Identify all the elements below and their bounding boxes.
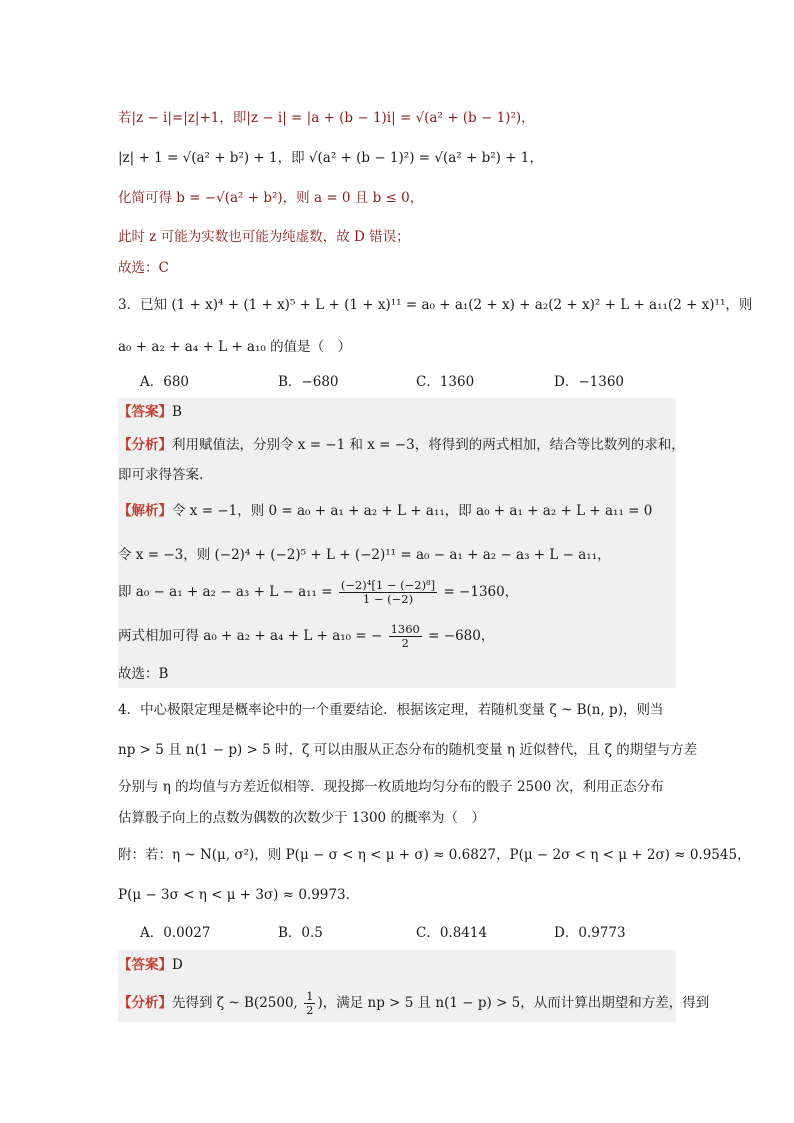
prev-line-2: |z| + 1 = √(a² + b²) + 1，即 √(a² + (b − 1)²) = √(a² + b²) + 1，	[118, 150, 543, 166]
sol4-numerator: 1360	[390, 622, 420, 636]
answer-value: B	[172, 404, 182, 420]
q3-answer	[118, 402, 182, 422]
sol4-denominator: 2	[401, 636, 409, 650]
q4-analysis-fraction	[304, 990, 315, 1017]
sol4-post: = −680，	[428, 628, 495, 644]
q3-solution-4	[118, 622, 494, 650]
q4-option-c: C．0.8414	[416, 925, 488, 941]
sol3-post: = −1360，	[443, 584, 519, 600]
q4-option-a: A．0.0027	[140, 925, 211, 941]
q4-stem-2: np > 5 且 n(1 − p) > 5 时，ζ 可以由服从正态分布的随机变量 η 近似替代，且 ζ 的期望与方差	[118, 742, 698, 758]
q4-analysis	[118, 987, 709, 1019]
q4-option-d: D．0.9773	[554, 925, 626, 941]
q3-analysis-1	[118, 435, 685, 455]
q4-stem-1: 4．中心极限定理是概率论中的一个重要结论．根据该定理，若随机变量 ζ ~ B(n, p)，则当	[118, 702, 664, 718]
q4-note-2: P(μ − 3σ < η < μ + 3σ) ≈ 0.9973．	[118, 887, 360, 903]
q3-option-d: D．−1360	[554, 374, 624, 390]
q4-analysis-denominator: 2	[306, 1003, 314, 1017]
q4-note-1: 附：若：η ~ N(μ, σ²)，则 P(μ − σ < η < μ + σ) ≈ 0.6827，P(μ − 2σ < η < μ + 2σ) ≈ 0.9545，	[118, 847, 751, 863]
q3-stem-2: a₀ + a₂ + a₄ + L + a₁₀ 的值是（ ）	[118, 339, 352, 355]
q3-stem-1: 3．已知 (1 + x)⁴ + (1 + x)⁵ + L + (1 + x)¹¹ = a₀ + a₁(2 + x) + a₂(2 + x)² + L + a₁₁(2 + x)¹¹，则	[118, 297, 753, 313]
q3-analysis-2: 即可求得答案.	[118, 467, 204, 483]
solution-tag: 【解析】	[118, 503, 172, 519]
q3-final: 故选：B	[118, 666, 169, 682]
sol3-fraction	[339, 579, 437, 606]
q4-analysis-post: )，满足 np > 5 且 n(1 − p) > 5，从而计算出期望和方差，得到	[317, 995, 710, 1011]
solution-text: 令 x = −1，则 0 = a₀ + a₁ + a₂ + L + a₁₁，即 a₀ + a₁ + a₂ + L + a₁₁ = 0	[172, 503, 653, 519]
sol4-fraction	[389, 623, 422, 650]
q4-stem-4: 估算骰子向上的点数为偶数的次数少于 1300 的概率为（ ）	[118, 810, 485, 826]
q3-solution-1	[118, 501, 652, 521]
q3-option-b: B．−680	[278, 374, 339, 390]
sol3-pre: 即 a₀ − a₁ + a₂ − a₃ + L − a₁₁ =	[118, 584, 333, 600]
q4-analysis-numerator: 1	[306, 989, 314, 1003]
analysis-text: 利用赋值法，分别令 x = −1 和 x = −3，将得到的两式相加，结合等比数列的求和，	[172, 437, 685, 453]
sol3-numerator: (−2)⁴[1 − (−2)⁸]	[340, 578, 436, 592]
q4-analysis-pre: 先得到 ζ ~ B(2500,	[172, 995, 298, 1011]
sol4-pre: 两式相加可得 a₀ + a₂ + a₄ + L + a₁₀ = −	[118, 628, 383, 644]
q3-solution-3	[118, 578, 518, 606]
q4-stem-3: 分别与 η 的均值与方差近似相等．现投掷一枚质地均匀分布的骰子 2500 次，利用正态分布	[118, 779, 664, 795]
prev-line-1: 若|z − i|=|z|+1，即|z − i| = |a + (b − 1)i| = √(a² + (b − 1)²)，	[118, 110, 535, 126]
q4-options	[140, 923, 692, 943]
q4-answer	[118, 955, 183, 975]
q3-solution-2: 令 x = −3，则 (−2)⁴ + (−2)⁵ + L + (−2)¹¹ = a₀ − a₁ + a₂ − a₃ + L − a₁₁，	[118, 547, 611, 563]
answer-tag: 【答案】	[118, 957, 172, 973]
q3-option-a: A．680	[140, 374, 190, 390]
answer-tag: 【答案】	[118, 404, 172, 420]
q4-option-b: B．0.5	[278, 925, 323, 941]
prev-line-4: 此时 z 可能为实数也可能为纯虚数，故 D 错误；	[118, 229, 410, 245]
analysis-tag: 【分析】	[118, 995, 172, 1011]
answer-value: D	[172, 957, 183, 973]
q3-options	[140, 372, 692, 392]
prev-line-5: 故选：C	[118, 260, 169, 276]
prev-line-3: 化简可得 b = −√(a² + b²)，则 a = 0 且 b ≤ 0，	[118, 190, 424, 206]
q3-option-c: C．1360	[416, 374, 475, 390]
sol3-denominator: 1 − (−2)	[362, 592, 414, 606]
analysis-tag: 【分析】	[118, 437, 172, 453]
